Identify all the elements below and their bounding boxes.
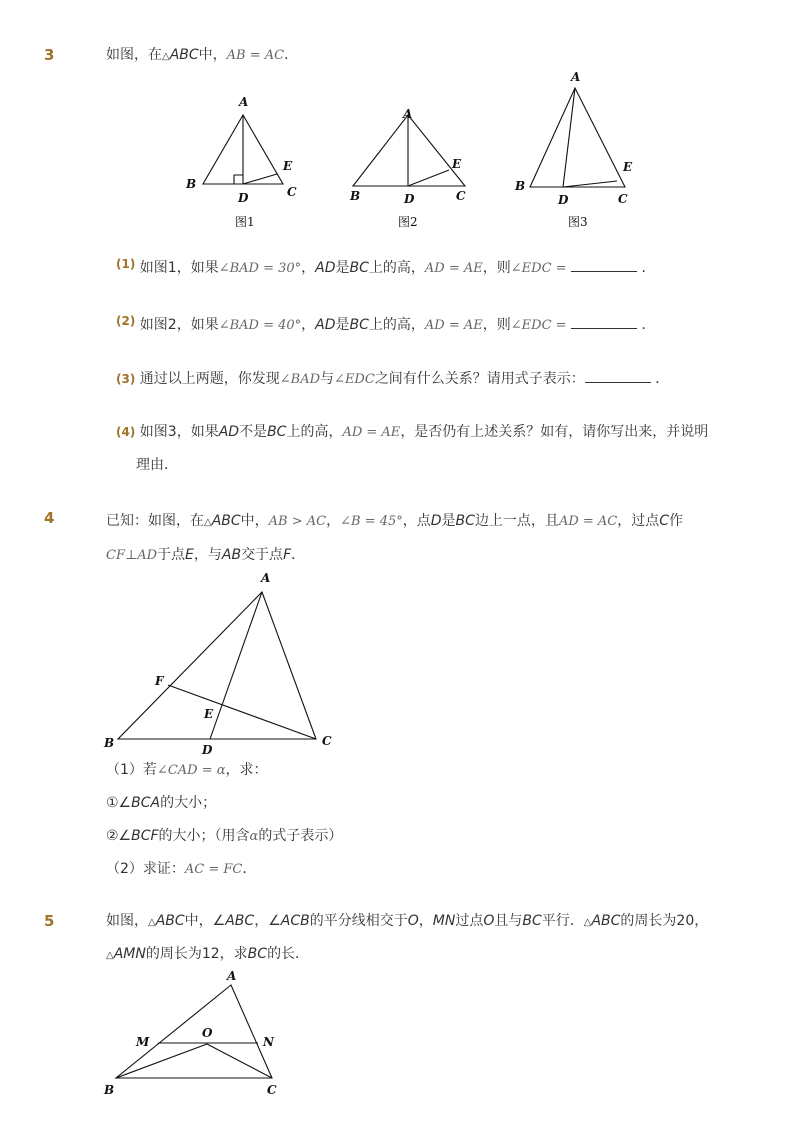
label-a: A	[239, 95, 249, 109]
figure-caption: 图1	[235, 215, 255, 229]
label-e: E	[283, 159, 293, 173]
question-stem: 如图，△ABC中，∠ABC，∠ACB的平分线相交于O，MN过点O且与BC平行．△ABC的周长为20，	[106, 913, 709, 929]
answer-blank[interactable]	[571, 259, 637, 272]
figure-caption: 图2	[398, 215, 418, 229]
figure-1	[180, 90, 310, 240]
label-b: B	[515, 179, 526, 193]
label-b: B	[350, 189, 361, 203]
question-stem-continued: △AMN的周长为12，求BC的长．	[106, 946, 310, 962]
figure-caption: 图3	[568, 215, 588, 229]
label-c: C	[287, 185, 297, 199]
label-e: E	[204, 707, 214, 721]
subquestion-1: (1) 如图1，如果∠BAD = 30°，AD是BC上的高，AD = AE，则∠EDC = ．	[116, 257, 656, 276]
question-stem-continued: CF⊥AD于点E，与AB交于点F．	[106, 547, 306, 563]
part-1-b: ②∠BCF的大小；（用含α的式子表示）	[106, 828, 343, 844]
segment-de	[408, 170, 449, 186]
part-1-a: ①∠BCA的大小；	[106, 795, 217, 811]
label-d: D	[558, 193, 569, 207]
label-a: A	[571, 70, 581, 84]
answer-blank[interactable]	[571, 316, 637, 329]
part-1: （1）若∠CAD = α，求：	[106, 762, 268, 778]
label-f: F	[155, 674, 164, 688]
figure-q4	[100, 568, 360, 758]
question-stem: 如图，在△ABC中，AB = AC．	[106, 47, 299, 63]
subquestion-3: (3) 通过以上两题，你发现∠BAD与∠EDC之间有什么关系？请用式子表示： ．	[116, 371, 670, 387]
label-c: C	[322, 734, 332, 748]
label-d: D	[238, 191, 249, 205]
question-number: 3	[44, 46, 55, 64]
label-o: O	[202, 1026, 213, 1040]
segment-de	[563, 181, 617, 187]
label-a: A	[261, 571, 271, 585]
segment-ad	[563, 88, 575, 187]
label-m: M	[136, 1035, 150, 1049]
triangle-abc	[530, 88, 625, 187]
answer-blank[interactable]	[585, 370, 651, 383]
triangle-abc	[118, 592, 316, 739]
segment-co	[207, 1044, 272, 1078]
label-a: A	[403, 107, 413, 121]
figure-q5	[100, 965, 300, 1105]
subquestion-2: (2) 如图2，如果∠BAD = 40°，AD是BC上的高，AD = AE，则∠EDC = ．	[116, 314, 656, 333]
label-e: E	[623, 160, 633, 174]
label-b: B	[186, 177, 197, 191]
right-angle-mark	[234, 175, 243, 184]
figure-2	[345, 90, 475, 240]
triangle-abc	[116, 985, 272, 1078]
label-b: B	[104, 736, 115, 750]
label-a: A	[227, 969, 237, 983]
question-stem: 已知：如图，在△ABC中，AB > AC，∠B = 45°，点D是BC边上一点，且AD = AC，过点C作	[106, 513, 684, 529]
part-2: （2）求证：AC = FC．	[106, 861, 257, 877]
label-d: D	[202, 743, 213, 757]
figure-3	[510, 68, 640, 228]
label-c: C	[456, 189, 466, 203]
subquestion-4: (4) 如图3，如果AD不是BC上的高，AD = AE，是否仍有上述关系？如有，请你写出来，并说明	[116, 424, 709, 440]
label-d: D	[404, 192, 415, 206]
segment-de	[243, 174, 277, 184]
segment-bo	[116, 1044, 207, 1078]
label-e: E	[452, 157, 462, 171]
segment-cf	[168, 685, 316, 739]
label-c: C	[267, 1083, 277, 1097]
question-number: 4	[44, 509, 55, 527]
label-n: N	[263, 1035, 274, 1049]
subquestion-4-continued: 理由．	[136, 457, 178, 473]
triangle-abc	[353, 115, 465, 186]
label-b: B	[104, 1083, 115, 1097]
question-number: 5	[44, 912, 55, 930]
label-c: C	[618, 192, 628, 206]
